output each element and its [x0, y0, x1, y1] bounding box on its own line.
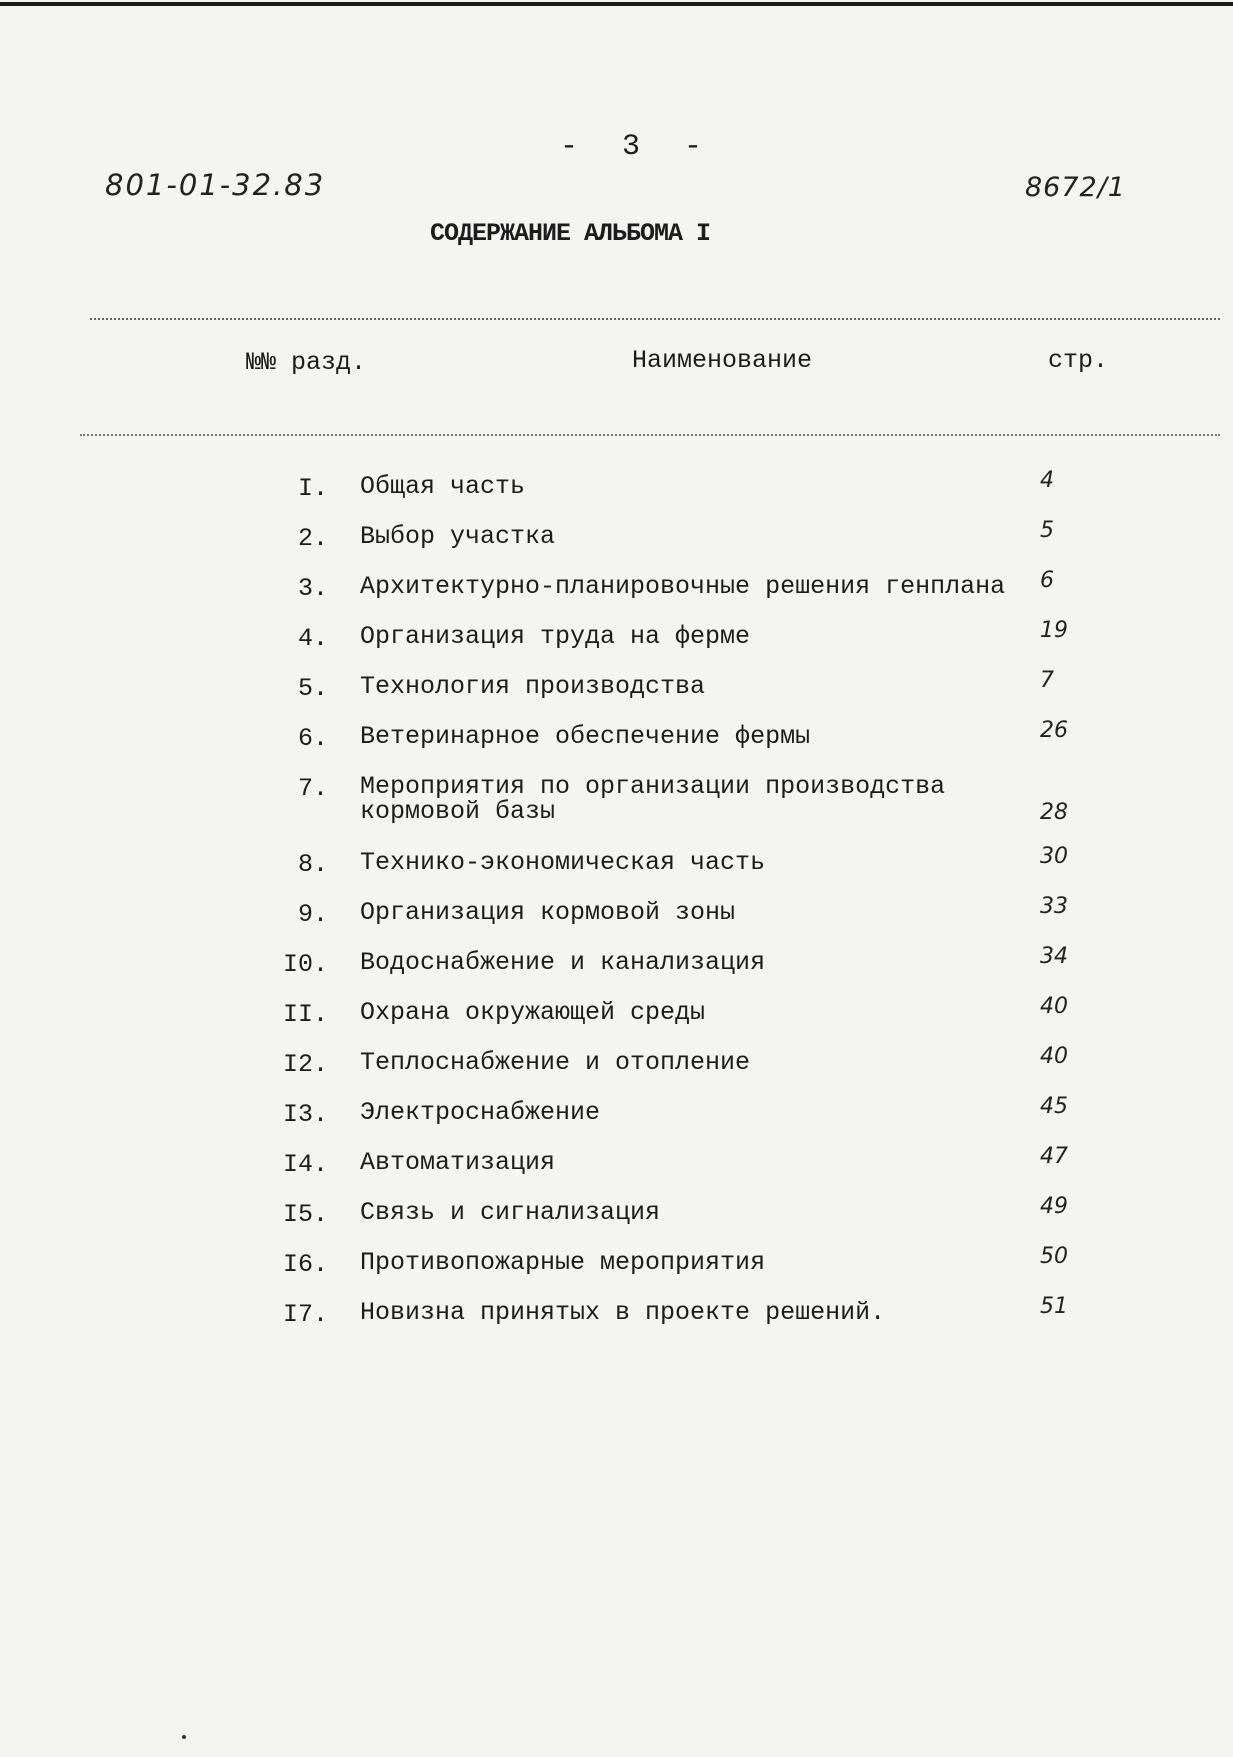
toc-row	[0, 890, 1233, 940]
section-page: 7	[1040, 668, 1054, 693]
section-number: 7.	[297, 774, 328, 803]
column-header-number: №№ разд.	[246, 348, 367, 377]
document-title: СОДЕРЖАНИЕ АЛЬБОМА I	[430, 219, 711, 248]
section-page: 33	[1040, 894, 1068, 919]
toc-row	[0, 514, 1233, 564]
section-name: Технико-экономическая часть	[360, 848, 766, 877]
section-page: 28	[1040, 800, 1068, 825]
section-page: 40	[1040, 1044, 1068, 1069]
section-name: Электроснабжение	[360, 1098, 601, 1127]
section-page: 51	[1040, 1294, 1068, 1319]
toc-row	[0, 1140, 1233, 1190]
scan-speck	[182, 1735, 186, 1739]
header-top-rule	[90, 318, 1220, 320]
section-number: 4.	[297, 624, 328, 653]
toc-row	[0, 564, 1233, 614]
reference-code: 8672/1	[1025, 172, 1126, 203]
section-page: 49	[1040, 1194, 1068, 1219]
section-number: 5.	[297, 674, 328, 703]
section-name: Новизна принятых в проекте решений.	[360, 1298, 886, 1327]
toc-row	[0, 1090, 1233, 1140]
toc-row	[0, 614, 1233, 664]
section-page: 34	[1040, 944, 1068, 969]
section-name: Ветеринарное обеспечение фермы	[360, 722, 811, 751]
section-number: II.	[282, 1000, 328, 1029]
section-page: 45	[1040, 1094, 1068, 1119]
toc-row	[0, 1290, 1233, 1340]
section-name: Архитектурно-планировочные решения генплана	[360, 572, 1006, 601]
toc-row	[0, 1190, 1233, 1240]
section-name: Мероприятия по организации производства кормовой базы	[360, 772, 946, 826]
section-page: 19	[1040, 618, 1068, 643]
section-name: Противопожарные мероприятия	[360, 1248, 766, 1277]
section-page: 6	[1040, 568, 1054, 593]
section-page: 26	[1040, 718, 1068, 743]
toc-row	[0, 990, 1233, 1040]
section-name: Общая часть	[360, 472, 526, 501]
section-name: Связь и сигнализация	[360, 1198, 661, 1227]
toc-row	[0, 940, 1233, 990]
section-name: Охрана окружающей среды	[360, 998, 706, 1027]
section-page: 50	[1040, 1244, 1068, 1269]
top-border-line	[0, 2, 1233, 6]
section-number: I6.	[282, 1250, 328, 1279]
column-header-page: стр.	[1048, 346, 1109, 375]
section-page: 5	[1040, 518, 1054, 543]
toc-row	[0, 764, 1233, 840]
document-code: 801-01-32.83	[105, 168, 326, 202]
section-number: I2.	[282, 1050, 328, 1079]
header-bottom-rule	[80, 434, 1220, 436]
page-number: - 3 -	[560, 130, 703, 164]
section-number: I.	[297, 474, 328, 503]
toc-row	[0, 464, 1233, 514]
table-of-contents	[0, 464, 1233, 1340]
section-name: Теплоснабжение и отопление	[360, 1048, 751, 1077]
section-name: Технология производства	[360, 672, 706, 701]
section-number: 8.	[297, 850, 328, 879]
toc-row	[0, 714, 1233, 764]
section-page: 40	[1040, 994, 1068, 1019]
toc-row	[0, 664, 1233, 714]
section-number: 6.	[297, 724, 328, 753]
section-number: 2.	[297, 524, 328, 553]
section-page: 30	[1040, 844, 1068, 869]
toc-row	[0, 1240, 1233, 1290]
section-number: I4.	[282, 1150, 328, 1179]
section-number: 3.	[297, 574, 328, 603]
section-name: Автоматизация	[360, 1148, 556, 1177]
section-page: 4	[1040, 468, 1054, 493]
column-header-name: Наименование	[632, 346, 813, 375]
section-name: Выбор участка	[360, 522, 556, 551]
section-page: 47	[1040, 1144, 1068, 1169]
section-name: Водоснабжение и канализация	[360, 948, 766, 977]
section-number: 9.	[297, 900, 328, 929]
section-name: Организация кормовой зоны	[360, 898, 736, 927]
section-number: I5.	[282, 1200, 328, 1229]
toc-row	[0, 840, 1233, 890]
section-number: I7.	[282, 1300, 328, 1329]
section-number: I0.	[282, 950, 328, 979]
section-name: Организация труда на ферме	[360, 622, 751, 651]
section-number: I3.	[282, 1100, 328, 1129]
toc-row	[0, 1040, 1233, 1090]
